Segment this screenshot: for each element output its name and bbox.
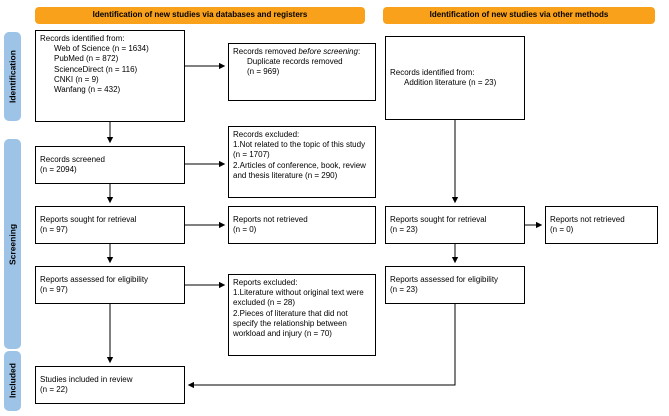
excluded-reason: 1.Literature without original text were excluded (n = 28) <box>233 288 364 308</box>
box-records-screened <box>35 146 185 184</box>
box-count: (n = 22) <box>40 385 68 394</box>
db-source-line: Wanfang (n = 432) <box>54 85 121 95</box>
box-title: Records excluded: <box>233 130 300 139</box>
stage-included <box>4 351 21 411</box>
box-count: (n = 2094) <box>40 165 77 174</box>
box-line: Studies included in review <box>40 374 133 384</box>
stage-screening-label: Screening <box>7 223 18 265</box>
box-count: (n = 0) <box>233 225 257 234</box>
box-count: (n = 23) <box>390 225 418 234</box>
box-title: Reports excluded: <box>233 278 298 287</box>
box-reports-sought-other <box>385 206 525 244</box>
box-records-identified-databases <box>35 30 185 122</box>
header-other-methods <box>383 7 655 24</box>
stage-included-label: Included <box>7 363 18 399</box>
box-count: (n = 0) <box>550 225 574 234</box>
box-studies-included <box>35 366 185 404</box>
removed-line: Duplicate records removed <box>247 57 343 67</box>
stage-screening <box>4 139 21 349</box>
box-line: Reports sought for retrieval <box>40 214 137 224</box>
box-line: Reports not retrieved <box>550 214 625 224</box>
box-title: Records identified from: <box>390 67 475 77</box>
box-reports-assessed-databases <box>35 266 185 304</box>
box-records-excluded <box>228 126 376 198</box>
box-count: (n = 23) <box>390 285 418 294</box>
box-line: Reports sought for retrieval <box>390 214 487 224</box>
box-reports-sought-databases <box>35 206 185 244</box>
excluded-reason: 2.Pieces of literature that did not specify the relationship between workload and injury (n = 70) <box>233 308 348 339</box>
excluded-reason: 2.Articles of conference, book, review and thesis literature (n = 290) <box>233 160 366 180</box>
db-source-line: Web of Science (n = 1634) <box>54 44 149 54</box>
header-databases-label: Identification of new studies via databases and registers <box>92 10 308 20</box>
box-count: (n = 97) <box>40 285 68 294</box>
box-records-identified-other <box>385 36 525 120</box>
db-source-line: ScienceDirect (n = 116) <box>54 64 138 74</box>
box-reports-assessed-other <box>385 266 525 304</box>
removed-count: (n = 969) <box>247 67 280 77</box>
header-other-methods-label: Identification of new studies via other methods <box>429 10 609 20</box>
box-line: Reports not retrieved <box>233 214 308 224</box>
box-records-removed <box>228 43 376 101</box>
box-reports-not-retrieved-other <box>545 206 658 244</box>
header-databases-registers <box>35 7 365 24</box>
db-source-line: CNKI (n = 9) <box>54 74 99 84</box>
box-reports-excluded <box>228 274 376 356</box>
stage-identification-label: Identification <box>7 50 18 103</box>
box-line: Reports assessed for eligibility <box>40 274 149 284</box>
excluded-reason: 1.Not related to the topic of this study (n = 1707) <box>233 140 366 160</box>
other-source-line: Addition literature (n = 23) <box>404 78 497 87</box>
box-line: Reports assessed for eligibility <box>390 274 499 284</box>
box-line: Records screened <box>40 154 105 164</box>
box-title: Records identified from: <box>40 34 125 43</box>
box-count: (n = 97) <box>40 225 68 234</box>
box-title: Records removed before screening: <box>233 47 361 56</box>
stage-identification <box>4 32 21 121</box>
db-source-line: PubMed (n = 872) <box>54 54 119 64</box>
box-reports-not-retrieved-databases <box>228 206 376 244</box>
